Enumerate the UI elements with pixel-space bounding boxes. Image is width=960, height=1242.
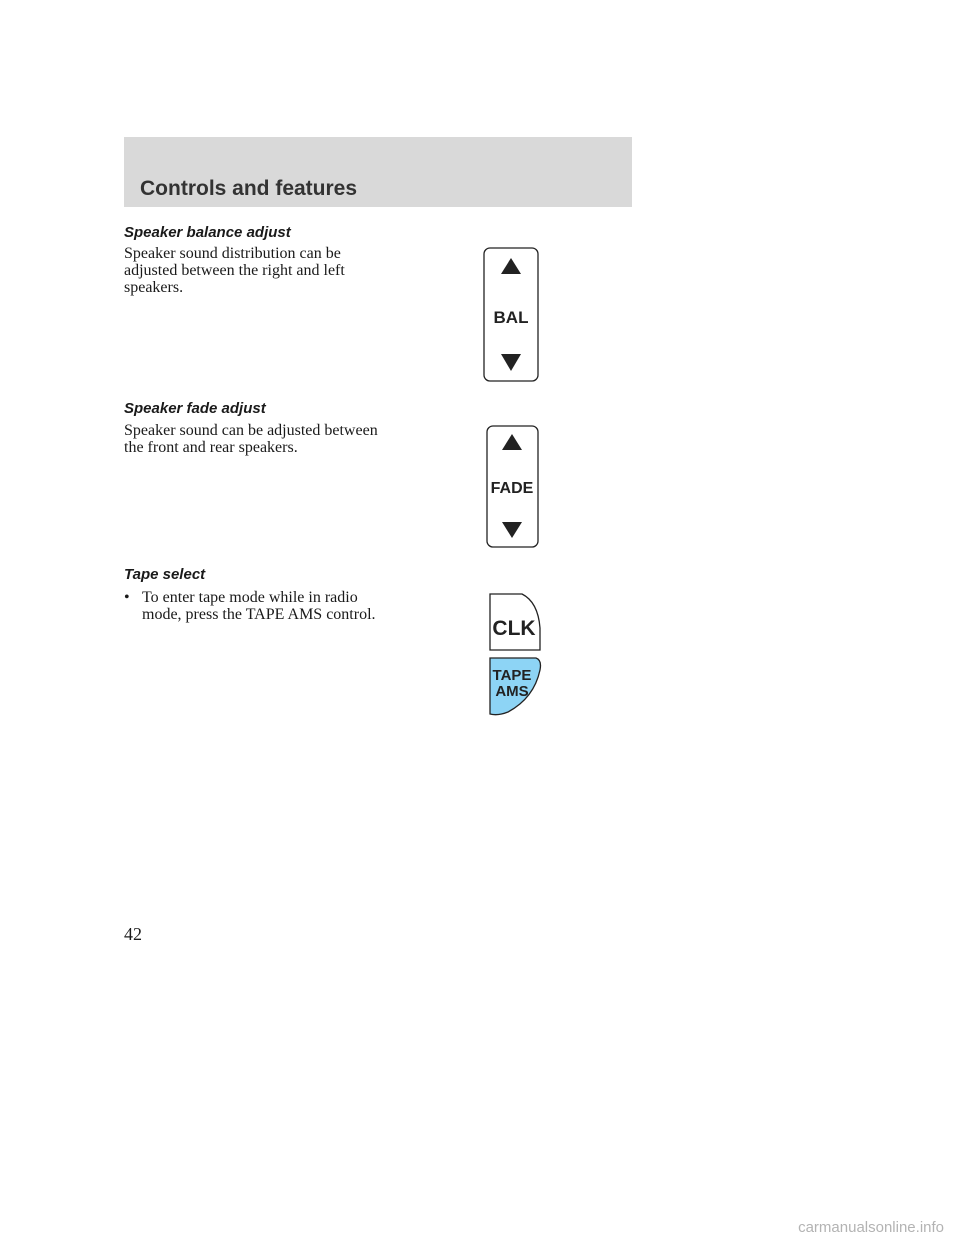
bullet-text: To enter tape mode while in radio mode, press the TAPE AMS control.	[142, 589, 376, 623]
page-number: 42	[124, 924, 142, 944]
section-body-fade: Speaker sound can be adjusted between the front and rear speakers.	[124, 422, 378, 456]
fade-control-illustration	[482, 422, 544, 552]
bullet-item	[124, 589, 394, 623]
page-title: Controls and features	[140, 177, 358, 200]
section-heading-balance: Speaker balance adjust	[124, 224, 291, 241]
section-body-balance: Speaker sound distribution can be adjusted between the right and left speakers.	[124, 245, 345, 296]
clk-tape-control-illustration	[484, 588, 544, 720]
clk-label: CLK	[492, 617, 536, 640]
bal-label: BAL	[493, 308, 529, 327]
bullet-icon: •	[124, 589, 130, 606]
section-heading-tape: Tape select	[124, 566, 206, 583]
section-heading-fade: Speaker fade adjust	[124, 400, 266, 417]
tape-label: TAPE	[492, 667, 532, 684]
fade-label: FADE	[490, 480, 534, 497]
ams-label: AMS	[495, 683, 529, 700]
watermark: carmanualsonline.info	[798, 1219, 944, 1236]
bal-control-illustration	[478, 244, 544, 386]
header-bar	[124, 137, 632, 207]
